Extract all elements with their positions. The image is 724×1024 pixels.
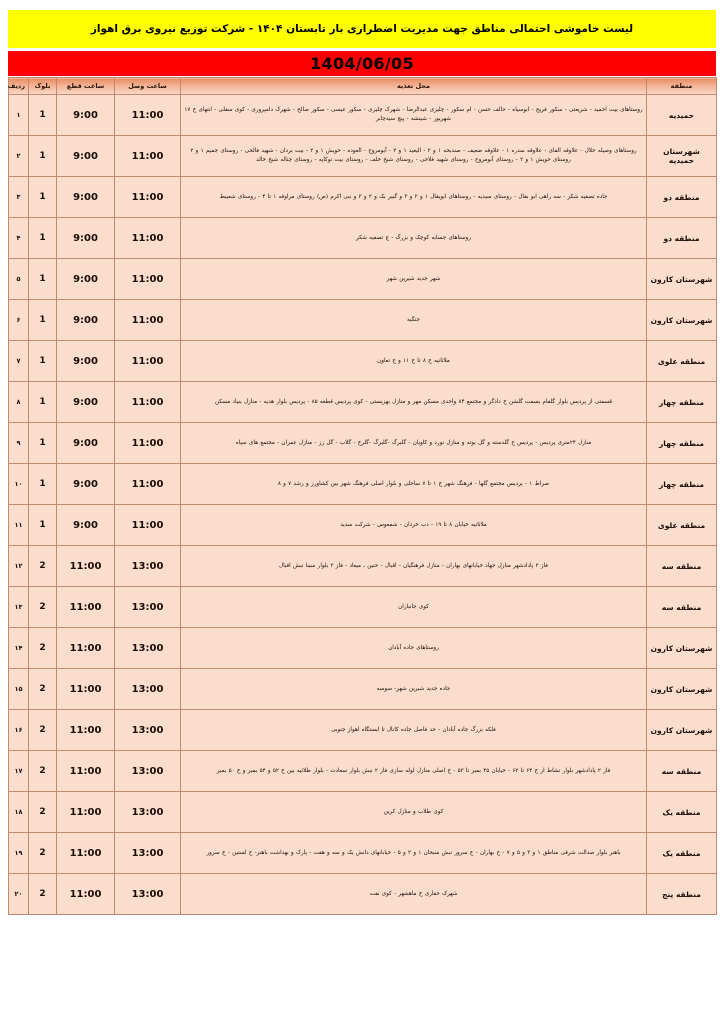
column-header-connect-time: ساعت وصل bbox=[115, 78, 181, 95]
cell-feed-location: فاز ۲ پادادشهر منازل جهاد خیابانهای بهاران - منازل فرهنگیان - اقبال - حنین ـ میعاد - فاز ۲ بلوار سینا نبش اقبال bbox=[181, 546, 647, 587]
cell-disconnect-time: 11:00 bbox=[57, 833, 115, 874]
cell-connect-time: 13:00 bbox=[115, 874, 181, 915]
table-row bbox=[9, 177, 717, 218]
page-title: لیست خاموشی احتمالی مناطق جهت مدیریت اضطراری بار تابستان ۱۴۰۴ - شرکت توزیع نیروی برق اهواز bbox=[90, 22, 634, 35]
cell-feed-location: باهنر بلوار صدالت شرقی مناطق ۱ و ۳ و ۵ و ۷ - خ بهاران - خ سرور نبش سبحان ۱ و ۲ و ۵ - خیابانهای دانش یک و سه و هفت - پارک و بهداشت باهنر- خ لستین - خ سرور bbox=[181, 833, 647, 874]
cell-rownum: ۱۰ bbox=[9, 464, 29, 505]
cell-region: شهرستان کارون bbox=[647, 300, 717, 341]
cell-disconnect-time: 11:00 bbox=[57, 710, 115, 751]
cell-connect-time: 11:00 bbox=[115, 136, 181, 177]
cell-block: 2 bbox=[29, 751, 57, 792]
table-row bbox=[9, 423, 717, 464]
cell-block: 1 bbox=[29, 136, 57, 177]
cell-feed-location: روستاهای جسابه کوچک و بزرگ - چ تصفیه شکر bbox=[181, 218, 647, 259]
cell-block: 1 bbox=[29, 464, 57, 505]
cell-connect-time: 13:00 bbox=[115, 669, 181, 710]
cell-disconnect-time: 9:00 bbox=[57, 341, 115, 382]
cell-connect-time: 13:00 bbox=[115, 751, 181, 792]
cell-region: منطقه دو bbox=[647, 177, 717, 218]
cell-connect-time: 11:00 bbox=[115, 341, 181, 382]
table-row bbox=[9, 751, 717, 792]
cell-feed-location: فاز ۲ پادادشهر بلوار نشاط از خ ۶۴ تا ۶۲ - خیابان ۴۵ بمبر تا ۵۳ - خ اصلی منازل لوله سازی فاز ۲ نبش بلوار سعادت - بلوار طلائیه بین خ ۵۲ و ۵۴ بمبر و خ ۵۰ بمبر bbox=[181, 751, 647, 792]
cell-feed-location: روستاهای جاده آبادان bbox=[181, 628, 647, 669]
cell-feed-location: کوی جانبازان bbox=[181, 587, 647, 628]
cell-region: منطقه پنج bbox=[647, 874, 717, 915]
cell-disconnect-time: 11:00 bbox=[57, 628, 115, 669]
cell-block: 1 bbox=[29, 177, 57, 218]
cell-disconnect-time: 9:00 bbox=[57, 177, 115, 218]
title-banner bbox=[8, 10, 716, 48]
cell-disconnect-time: 9:00 bbox=[57, 382, 115, 423]
cell-feed-location: جنگیه bbox=[181, 300, 647, 341]
table-row bbox=[9, 669, 717, 710]
cell-block: 2 bbox=[29, 628, 57, 669]
cell-feed-location: جاده جدید شیرین شهر- سوسه bbox=[181, 669, 647, 710]
cell-feed-location: فلکه بزرگ جاده آبادان - حد فاصل جاده کانال تا ایستگاه اهواز جنوبی bbox=[181, 710, 647, 751]
table-row bbox=[9, 546, 717, 587]
cell-rownum: ۶ bbox=[9, 300, 29, 341]
cell-rownum: ۳ bbox=[9, 177, 29, 218]
cell-disconnect-time: 11:00 bbox=[57, 669, 115, 710]
cell-block: 1 bbox=[29, 505, 57, 546]
cell-region: منطقه یک bbox=[647, 833, 717, 874]
cell-disconnect-time: 9:00 bbox=[57, 95, 115, 136]
cell-rownum: ۱۹ bbox=[9, 833, 29, 874]
cell-feed-location: ملاثانیه خ ۸ تا خ ۱۱ و خ تعاون bbox=[181, 341, 647, 382]
table-row bbox=[9, 792, 717, 833]
cell-feed-location: روستاهای وصیله حلال - علاوقه الفای - علاوقه سدره ۱ - علاوقه ضعیف - صندبحه ۱ و ۲ - الیغید ۱ و ۲ - آبومروح - العوده - حویش ۱ و ۲ - بیت بردان - شهید فالحی - روستای جمیم ۱ و ۲ روستای حویش ۱ و ۲ - روستای آبومروح - روستای شهید فلاحی - روستای شیخ خلف - روستای بیت نوکاپه - روستای چناله شیخ خالد bbox=[181, 136, 647, 177]
cell-region: شهرستان حمیدیه bbox=[647, 136, 717, 177]
cell-region: شهرستان کارون bbox=[647, 669, 717, 710]
table-row bbox=[9, 710, 717, 751]
cell-region: شهرستان کارون bbox=[647, 259, 717, 300]
cell-connect-time: 11:00 bbox=[115, 382, 181, 423]
cell-region: منطقه سه bbox=[647, 587, 717, 628]
cell-disconnect-time: 9:00 bbox=[57, 300, 115, 341]
table-header-row bbox=[9, 78, 717, 95]
table-row bbox=[9, 259, 717, 300]
date-banner bbox=[8, 51, 716, 76]
cell-disconnect-time: 11:00 bbox=[57, 792, 115, 833]
table-row bbox=[9, 382, 717, 423]
table-row bbox=[9, 95, 717, 136]
cell-disconnect-time: 11:00 bbox=[57, 874, 115, 915]
cell-feed-location: جاده تصفیه شکر - سه راهی ابو بقال - روستای سیدیه - روستاهای ابوبقال ۱ و ۲ و ۳ و گبیر بک و ۲ و ۳ و نبی اکرم (ص) روستای مراوقه ۱ تا ۴ - روستای شعیبط bbox=[181, 177, 647, 218]
schedule-date: 1404/06/05 bbox=[310, 54, 414, 73]
cell-feed-location: ملاثانیه خیابان ۸ تا ۱۹ - دب خردان - شمعوس - شرکت سدید bbox=[181, 505, 647, 546]
cell-rownum: ۱۱ bbox=[9, 505, 29, 546]
cell-block: 1 bbox=[29, 300, 57, 341]
cell-feed-location: کوی طلاب و منازل کرین bbox=[181, 792, 647, 833]
cell-connect-time: 11:00 bbox=[115, 218, 181, 259]
table-header bbox=[9, 78, 717, 95]
cell-rownum: ۵ bbox=[9, 259, 29, 300]
cell-connect-time: 13:00 bbox=[115, 587, 181, 628]
cell-region: منطقه یک bbox=[647, 792, 717, 833]
cell-disconnect-time: 9:00 bbox=[57, 464, 115, 505]
cell-block: 2 bbox=[29, 710, 57, 751]
cell-connect-time: 11:00 bbox=[115, 259, 181, 300]
cell-block: 1 bbox=[29, 423, 57, 464]
table-row bbox=[9, 505, 717, 546]
cell-disconnect-time: 11:00 bbox=[57, 751, 115, 792]
cell-connect-time: 11:00 bbox=[115, 95, 181, 136]
cell-feed-location: قسمتی از پردیس بلوار گلفام بسمت گلشن خ دادگر و مجتمع ۸۴ واحدی مسکن مهر و منازل بهزیستی - کوی پردیس قطعه ۸۵ - پردیس بلوار هدیه - منازل بنیاد مسکن bbox=[181, 382, 647, 423]
cell-region: شهرستان کارون bbox=[647, 628, 717, 669]
cell-disconnect-time: 9:00 bbox=[57, 259, 115, 300]
cell-block: 1 bbox=[29, 218, 57, 259]
cell-connect-time: 13:00 bbox=[115, 792, 181, 833]
cell-feed-location: شهرک حفاری خ ماهشهر - کوی نفت bbox=[181, 874, 647, 915]
cell-rownum: ۱۸ bbox=[9, 792, 29, 833]
cell-rownum: ۱ bbox=[9, 95, 29, 136]
cell-feed-location: منازل ۲۴متری پردیس - پردیس خ گلدسته و گل بوته و منازل نورد و کاویان - گلبرگ -گلبرگ -گلرخ - گلاب - گل رز - منازل عمران - مجتمع های سپاه bbox=[181, 423, 647, 464]
cell-block: 1 bbox=[29, 341, 57, 382]
cell-feed-location: شهر جدید شیرین شهر bbox=[181, 259, 647, 300]
cell-rownum: ۱۳ bbox=[9, 587, 29, 628]
cell-region: حمیدیه bbox=[647, 95, 717, 136]
cell-rownum: ۱۲ bbox=[9, 546, 29, 587]
cell-region: منطقه سه bbox=[647, 546, 717, 587]
cell-rownum: ۹ bbox=[9, 423, 29, 464]
table-row bbox=[9, 464, 717, 505]
cell-connect-time: 13:00 bbox=[115, 833, 181, 874]
table-row bbox=[9, 136, 717, 177]
cell-disconnect-time: 11:00 bbox=[57, 587, 115, 628]
cell-rownum: ۷ bbox=[9, 341, 29, 382]
cell-connect-time: 11:00 bbox=[115, 423, 181, 464]
cell-connect-time: 13:00 bbox=[115, 546, 181, 587]
cell-rownum: ۱۷ bbox=[9, 751, 29, 792]
cell-rownum: ۸ bbox=[9, 382, 29, 423]
cell-disconnect-time: 9:00 bbox=[57, 505, 115, 546]
cell-feed-location: روستاهای بیت احمید - شریعتی - سکور فریح - ابوسیاه - حالف حسن - ام سکور - چلیزی عبدالرضا - شهرک چلیزی - سکور عیسی - سکور صالح - شهرک دامپروری - کوی سقلی - انتهای خ ۱۷ شهریور - شینشه - پیچ سیدچابر bbox=[181, 95, 647, 136]
column-header-block: بلوک bbox=[29, 78, 57, 95]
cell-block: 2 bbox=[29, 587, 57, 628]
cell-disconnect-time: 9:00 bbox=[57, 136, 115, 177]
cell-region: منطقه چهار bbox=[647, 423, 717, 464]
cell-region: منطقه سه bbox=[647, 751, 717, 792]
cell-region: منطقه چهار bbox=[647, 464, 717, 505]
cell-disconnect-time: 11:00 bbox=[57, 546, 115, 587]
cell-connect-time: 11:00 bbox=[115, 177, 181, 218]
cell-block: 1 bbox=[29, 382, 57, 423]
table-row bbox=[9, 587, 717, 628]
cell-connect-time: 11:00 bbox=[115, 505, 181, 546]
table-row bbox=[9, 833, 717, 874]
column-header-disconnect-time: ساعت قطع bbox=[57, 78, 115, 95]
cell-block: 2 bbox=[29, 546, 57, 587]
column-header-region: منطقه bbox=[647, 78, 717, 95]
cell-feed-location: صراط ۱ - پردیس مجتمع گلها - فرهنگ شهر خ ۱ تا ۷ ساحلی و بلوار اصلی فرهنگ شهر بین کشاورز و رشد ۷ و ۸ bbox=[181, 464, 647, 505]
cell-block: 2 bbox=[29, 792, 57, 833]
table-row bbox=[9, 874, 717, 915]
cell-block: 1 bbox=[29, 259, 57, 300]
cell-rownum: ۲۰ bbox=[9, 874, 29, 915]
cell-connect-time: 11:00 bbox=[115, 464, 181, 505]
column-header-feed-location: محل تغذیه bbox=[181, 78, 647, 95]
outage-table bbox=[8, 77, 717, 915]
cell-rownum: ۱۴ bbox=[9, 628, 29, 669]
cell-rownum: ۴ bbox=[9, 218, 29, 259]
cell-block: 2 bbox=[29, 833, 57, 874]
cell-block: 2 bbox=[29, 874, 57, 915]
table-row bbox=[9, 218, 717, 259]
cell-block: 1 bbox=[29, 95, 57, 136]
cell-region: شهرستان کارون bbox=[647, 710, 717, 751]
cell-region: منطقه دو bbox=[647, 218, 717, 259]
cell-block: 2 bbox=[29, 669, 57, 710]
table-row bbox=[9, 628, 717, 669]
cell-connect-time: 13:00 bbox=[115, 628, 181, 669]
cell-disconnect-time: 9:00 bbox=[57, 423, 115, 464]
cell-connect-time: 13:00 bbox=[115, 710, 181, 751]
cell-region: منطقه چهار bbox=[647, 382, 717, 423]
table-row bbox=[9, 300, 717, 341]
cell-region: منطقه علوی bbox=[647, 341, 717, 382]
table-row bbox=[9, 341, 717, 382]
cell-rownum: ۱۵ bbox=[9, 669, 29, 710]
cell-region: منطقه علوی bbox=[647, 505, 717, 546]
cell-connect-time: 11:00 bbox=[115, 300, 181, 341]
cell-rownum: ۲ bbox=[9, 136, 29, 177]
cell-rownum: ۱۶ bbox=[9, 710, 29, 751]
table-body bbox=[9, 95, 717, 915]
column-header-rownum: ردیف bbox=[9, 78, 29, 95]
cell-disconnect-time: 9:00 bbox=[57, 218, 115, 259]
